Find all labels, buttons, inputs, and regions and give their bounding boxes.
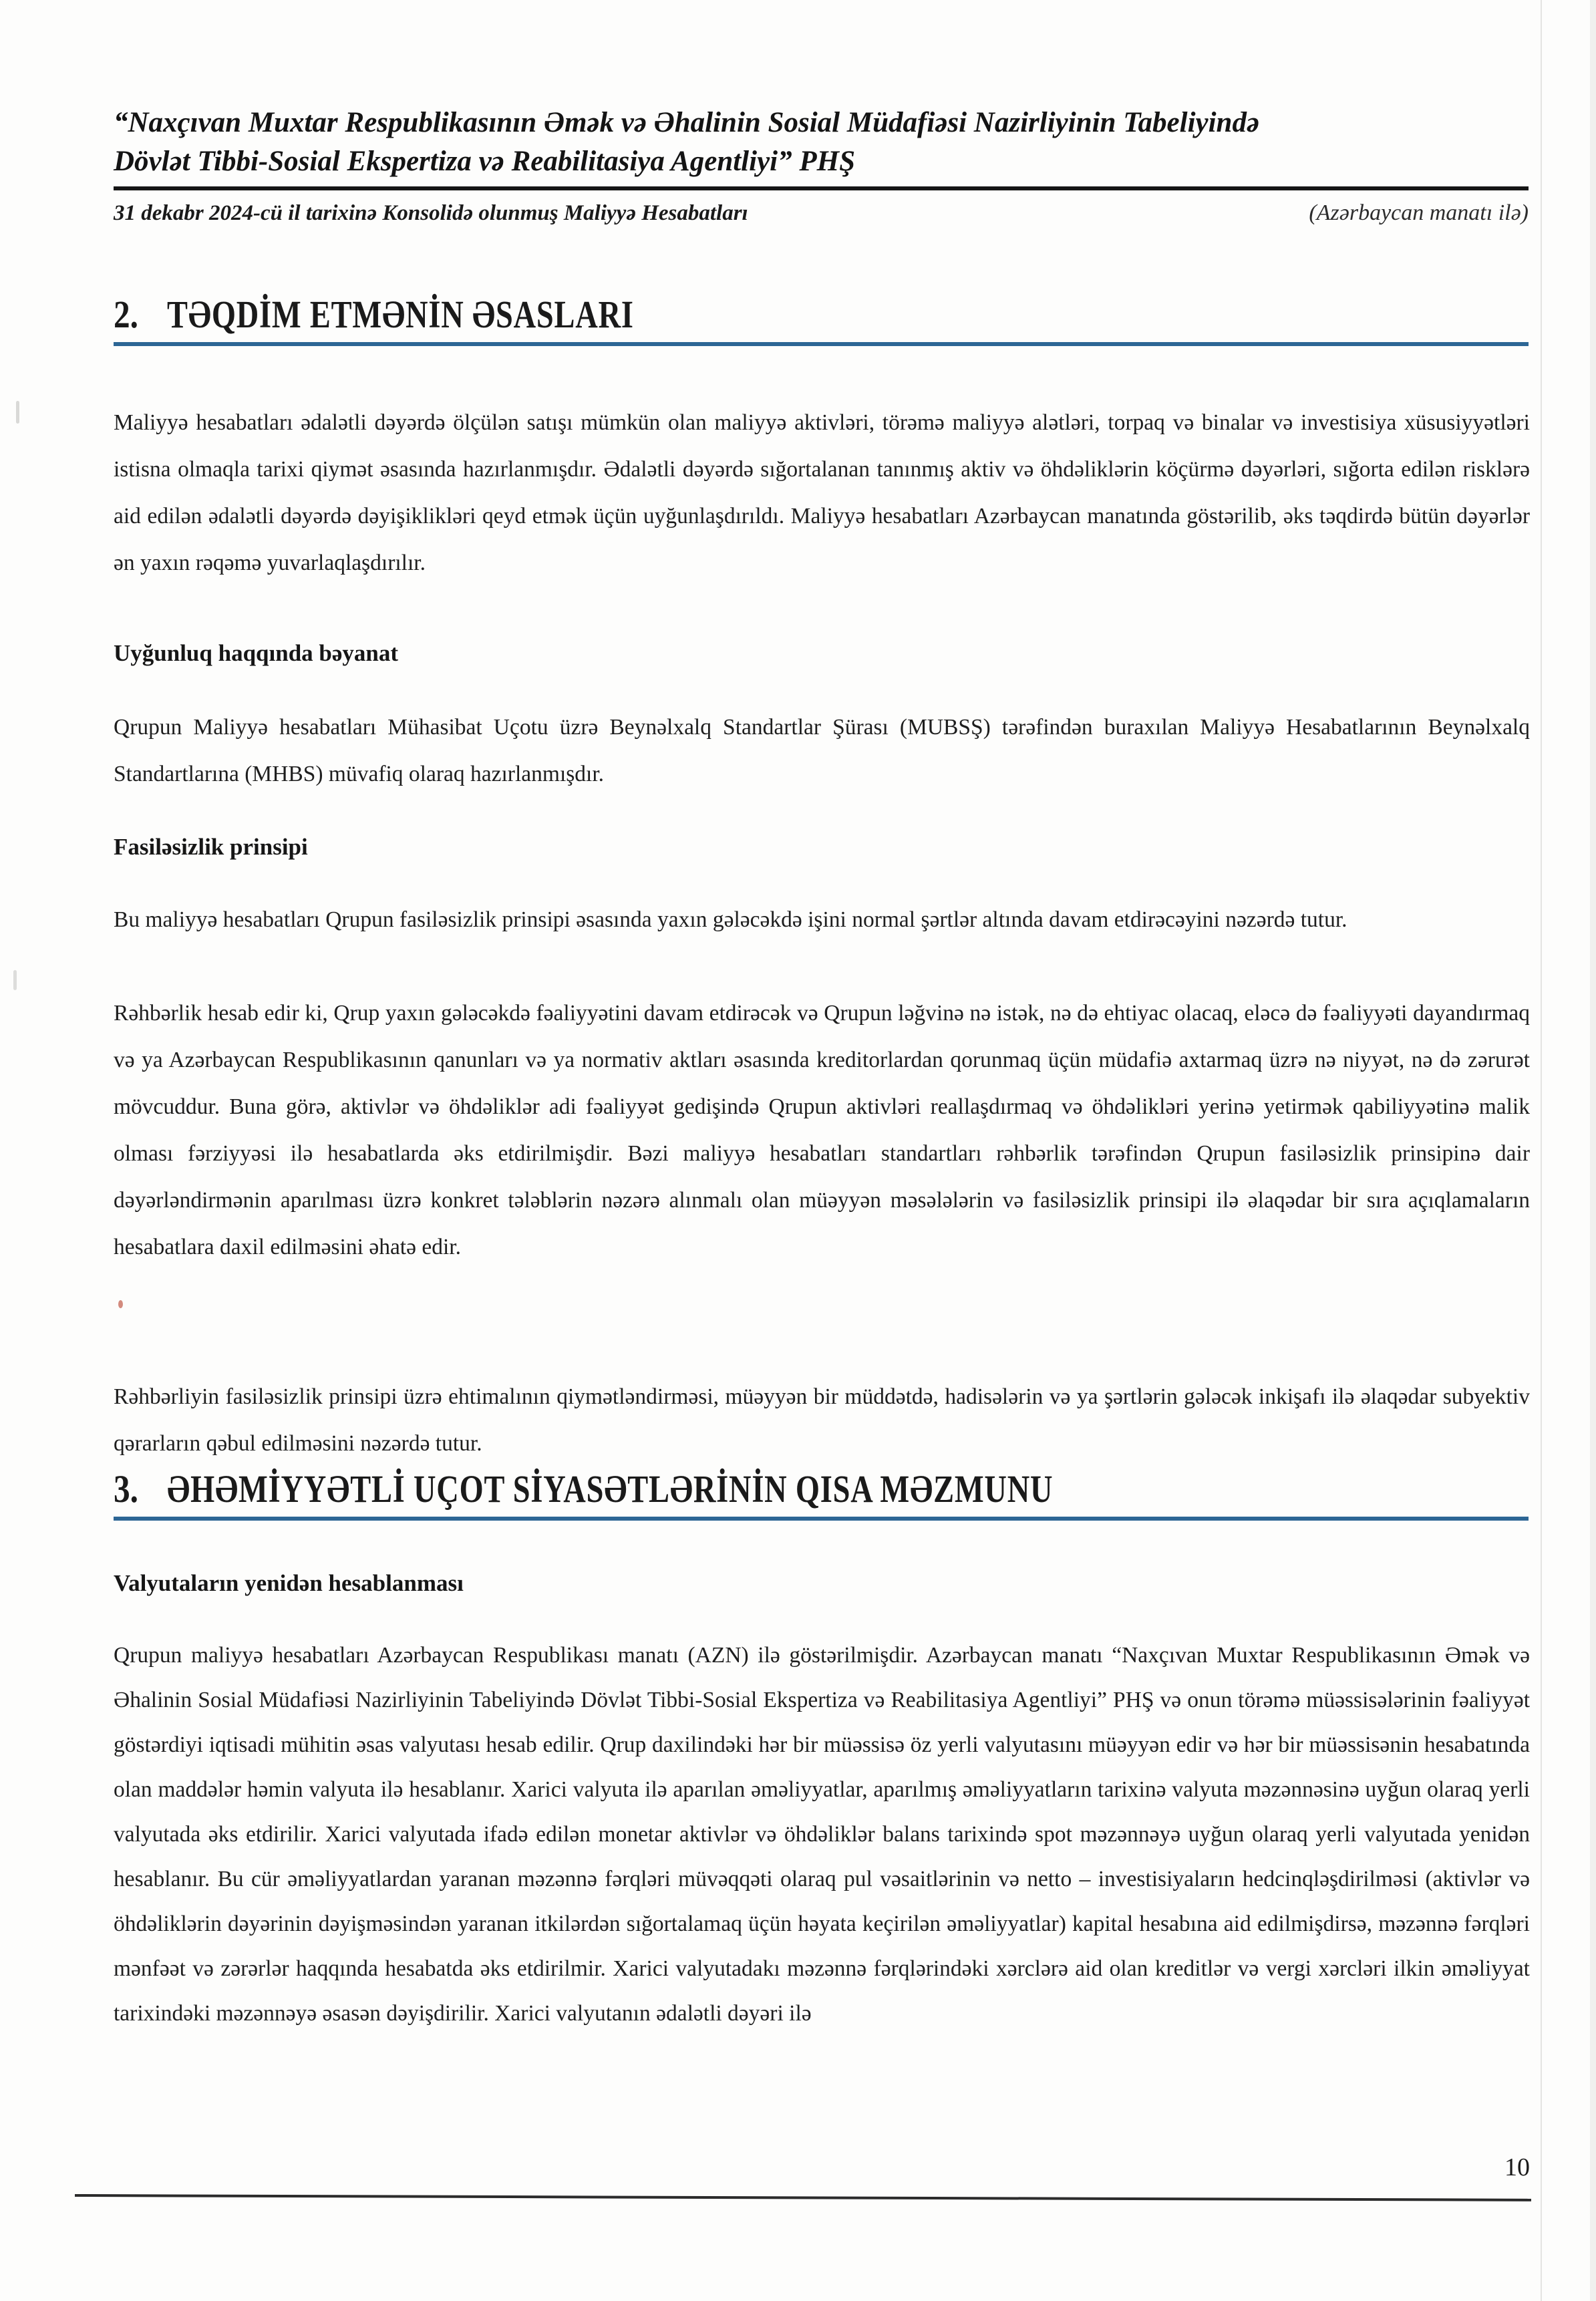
scan-edge-artifact <box>1590 0 1596 2301</box>
currency-translation-subheading: Valyutaların yenidən hesablanması <box>114 1570 464 1596</box>
report-currency-note: (Azərbaycan manatı ilə) <box>1309 200 1529 225</box>
report-subtitle-row <box>114 199 1529 227</box>
section-2-intro-paragraph: Maliyyə hesabatları ədalətli dəyərdə ölçülən satışı mümkün olan maliyyə aktivləri, törəmə maliyyə alətləri, torpaq və binalar və investisiya xüsusiyyətləri istisna olmaqla tarixi qiymət əsasında hazırlanmışdır. Ədalətli dəyərdə sığortalanan tanınmış aktiv və öhdəliklərin köçürmə dəyərləri, sığorta edilən risklərə aid edilən ədalətli dəyərdə dəyişiklikləri qeyd etmək üçün uyğunlaşdırıldı. Maliyyə hesabatları Azərbaycan manatında göstərilib, əks təqdirdə bütün dəyərlər ən yaxın rəqəmə yuvarlaqlaşdırılır. <box>114 410 1530 575</box>
section-2-title: TƏQDİM ETMƏNİN ƏSASLARI <box>167 293 634 336</box>
compliance-paragraph: Qrupun Maliyyə hesabatları Mühasibat Uçotu üzrə Beynəlxalq Standartlar Şürası (MUBSŞ) tərəfindən buraxılan Maliyyə Hesabatlarının Beynəlxalq Standartlarına (MHBS) müvafiq olaraq hazırlanmışdır. <box>114 715 1530 786</box>
report-date-line: 31 dekabr 2024-cü il tarixinə Konsolidə olunmuş Maliyyə Hesabatları <box>114 201 748 225</box>
report-title-line1: “Naxçıvan Muxtar Respublikasının Əmək və Əhalinin Sosial Müdafiəsi Nazirliyinin Tabeliyində <box>114 107 1260 138</box>
section-3-heading <box>114 1469 1529 1521</box>
scan-dash-artifact <box>13 970 17 990</box>
section-3-title: ƏHƏMİYYƏTLİ UÇOT SİYASƏTLƏRİNİN QISA MƏZMUNU <box>167 1467 1054 1511</box>
footer-rule <box>75 2194 1531 2201</box>
scan-line-artifact <box>1541 0 1542 2301</box>
going-concern-paragraph-2: Rəhbərlik hesab edir ki, Qrup yaxın gələcəkdə fəaliyyətini davam etdirəcək və Qrupun ləğvinə nə istək, nə də ehtiyac olacaq, eləcə də fəaliyyəti dayandırmaq və ya Azərbaycan Respublikasının qanunları və ya normativ aktları əsasında kreditorlardan qorunmaq üçün müdafiə axtarmaq üzrə nə niyyət, nə də zərurət mövcuddur. Buna görə, aktivlər və öhdəliklər adi fəaliyyət gedişində Qrupun aktivləri reallaşdırmaq və öhdəlikləri yerinə yetirmək qabiliyyətinə malik olması fərziyyəsi ilə hesabatlarda əks etdirilmişdir. Bəzi maliyyə hesabatları standartları rəhbərlik tərəfindən Qrupun fasiləsizlik prinsipinə dair dəyərləndirmənin aparılması üzrə konkret tələblərin nəzərə alınmalı olan müəyyən məsələlərin və fasiləsizlik prinsipi ilə əlaqədar bir sıra açıqlamaların hesabatlara daxil edilməsini əhatə edir. <box>114 1001 1530 1259</box>
compliance-subheading: Uyğunluq haqqında bəyanat <box>114 640 399 666</box>
section-3-number: 3. <box>114 1467 138 1511</box>
going-concern-paragraph-1: Bu maliyyə hesabatları Qrupun fasiləsizlik prinsipi əsasında yaxın gələcəkdə işini normal şərtlər altında davam etdirəcəyini nəzərdə tutur. <box>114 907 1347 932</box>
report-title-line2: Dövlət Tibbi-Sosial Ekspertiza və Reabilitasiya Agentliyi” PHŞ <box>114 146 855 177</box>
section-2-heading <box>114 294 1529 346</box>
going-concern-paragraph-3: Rəhbərliyin fasiləsizlik prinsipi üzrə ehtimalının qiymətləndirməsi, müəyyən bir müddətdə, hadisələrin və ya şərtlərin gələcək inkişafı ilə əlaqədar subyektiv qərarların qəbul edilməsini nəzərdə tutur. <box>114 1384 1530 1456</box>
scan-dash-artifact <box>16 401 19 424</box>
page-number: 10 <box>1504 2153 1530 2181</box>
report-title <box>114 104 1529 190</box>
currency-translation-paragraph: Qrupun maliyyə hesabatları Azərbaycan Respublikası manatı (AZN) ilə göstərilmişdir. Azərbaycan manatı “Naxçıvan Muxtar Respublikasının Əmək və Əhalinin Sosial Müdafiəsi Nazirliyinin Tabeliyində Dövlət Tibbi-Sosial Ekspertiza və Reabilitasiya Agentliyi” PHŞ və onun törəmə müəssisələrinin fəaliyyət göstərdiyi iqtisadi mühitin əsas valyutası hesab edilir. Qrup daxilindəki hər bir müəssisə öz yerli valyutasını müəyyən edir və hər bir müəssisənin hesabatında olan maddələr həmin valyuta ilə hesablanır. Xarici valyuta ilə aparılan əməliyyatlar, aparılmış əməliyyatların tarixinə valyuta məzənnəsinə uyğun olaraq yerli valyutada əks etdirilir. Xarici valyutada ifadə edilən monetar aktivlər və öhdəliklər balans tarixində spot məzənnəyə uyğun olaraq yerli valyutada yenidən hesablanır. Bu cür əməliyyatlardan yaranan məzənnə fərqləri müvəqqəti olaraq pul vəsaitlərinin və netto – investisiyaların hedcinqləşdirilməsi (aktivlər və öhdəliklərin dəyərinin dəyişməsindən yaranan itkilərdən sığortalamaq üçün həyata keçirilən əməliyyatlar) kapital hesabına aid edilmişdirsə, məzənnə fərqləri mənfəət və zərərlər haqqında hesabatda əks etdirilmir. Xarici valyutadakı məzənnə fərqlərindəki xərclərə aid olan kreditlər və vergi xərcləri ilkin əməliyyat tarixindəki məzənnəyə əsasən dəyişdirilir. Xarici valyutanın ədalətli dəyəri ilə <box>114 1643 1530 2026</box>
going-concern-subheading: Fasiləsizlik prinsipi <box>114 834 308 860</box>
section-2-number: 2. <box>114 293 138 336</box>
scan-mark-artifact <box>118 1300 123 1308</box>
